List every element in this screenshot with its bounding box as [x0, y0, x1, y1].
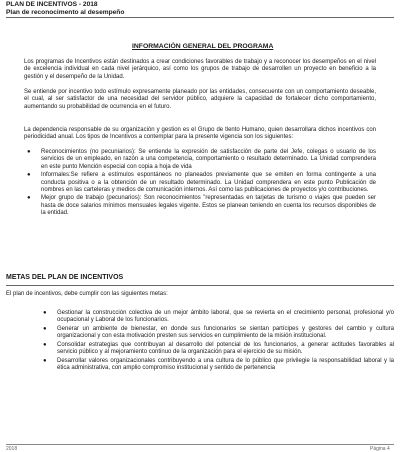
bullet-icon: ●	[43, 325, 47, 332]
list-item-text: Consolidar estrategias que contribuyan al desarrollo del potencial de los funcionarios, a generar actitudes favorables al servicio público y al mejoramiento continuo de la organización para el ejercicio de su misión.	[57, 341, 394, 356]
footer-page-number: Página 4	[370, 446, 390, 452]
metas-heading: METAS DEL PLAN DE INCENTIVOS	[6, 274, 124, 281]
bullet-icon: ●	[27, 149, 31, 155]
footer-divider	[6, 444, 394, 445]
list-item	[24, 195, 376, 217]
metas-intro: El plan de incentivos, debe cumplir con las siguientes metas:	[6, 291, 168, 297]
list-item-text: Generar un ambiente de bienestar, en donde sus funcionarios se sientan partícipes y gestores del cambio y cultura organizacional y con esta motivación presten sus servicios en cumplimiento de la misión institucional.	[57, 325, 394, 340]
document-header	[6, 1, 124, 16]
header-subtitle: Plan de reconocimento al desempeño	[6, 8, 125, 16]
list-item	[40, 326, 394, 341]
list-item	[40, 342, 394, 357]
incentive-types-list	[24, 149, 376, 217]
list-item-text: Reconocimientos (no pecuniarios): Se entiende la expresión de satisfacción de parte del Jefe, colegas o usuario de los servicios de un empleado, en razón a una competencia, comportamiento o resultado determinado. La Unidad comprendera en este punto Mención especial con copia a hoja de vida	[41, 149, 376, 170]
section-title: INFORMACIÓN GENERAL DEL PROGRAMA	[132, 43, 274, 50]
metas-list	[40, 310, 394, 374]
list-item	[24, 149, 376, 171]
bullet-icon: ●	[43, 310, 47, 316]
list-item-text: Informales:Se refiere a estímulos espontáneos no planeados previamente que se emiten en forma contingente a una conducta positiva o a la obtención de un resultado determinado. La Unidad comprendera en este punto Publicación de nombres en las carteleras y medios de comunicación internos. Así como las publicaciones de proyectos y/o contribuciones.	[41, 172, 376, 193]
list-item-text: Gestionar la construcción colectiva de un mejor ámbito laboral, que se revierta en el crecimiento personal, profesional y/o ocupacional y Laboral de los funcionarios.	[57, 310, 394, 324]
list-item-text: Desarrollar valores organizacionales contribuyendo a una cultura de lo público que privilegie la responsabilidad laboral y la ética administrativa, con amplio compromiso institucional y sentido de pertenencia	[57, 357, 394, 371]
list-item	[24, 172, 376, 194]
bullet-icon: ●	[27, 172, 31, 179]
metas-divider	[6, 285, 394, 286]
header-title: PLAN DE INCENTIVOS - 2018	[6, 1, 98, 8]
list-item	[40, 358, 394, 373]
paragraph-incentive-definition: Se entiende por incentivo todo estímulo expresamente planeado por las entidades, consecuente con un comportamiento deseable, el cual, al ser satisfactor de una necesidad del servidor público, adquiere la capacidad de fortalecer dicho comportamiento, aumentando su probabilidad de ocurrencia en el futuro.	[24, 89, 376, 110]
bullet-icon: ●	[27, 195, 31, 202]
header-divider	[6, 17, 394, 18]
footer-year: 2018	[6, 446, 18, 452]
list-item	[40, 310, 394, 325]
bullet-icon: ●	[43, 341, 47, 348]
list-item-text: Mejor grupo de trabajo (pecunarios): Son reconocimientos "representadas en tarjetas de turismo o viajes que pueden ser hasta de doce salarios mínimos mensuales legales vigente. Estos se planean teniendo en cuenta los recursos disponibles de la entidad.	[41, 195, 376, 216]
paragraph-intro: Los programas de Incentivos están destinados a crear condiciones favorables de trabajo y a reconocer los desempeños en el nivel de excelencia individual en cada nivel jerárquico, así como los grupos de trabajo de desarrollen un proyecto en beneficio a la gestión y el desempeño de la Unidad.	[24, 59, 376, 80]
bullet-icon: ●	[43, 357, 47, 364]
paragraph-responsible: La dependencia responsable de su organización y gestion es el Grupo de tlento Humano, quien desarrollara dichos incentivos con periodicidad anual. Los tipos de Incentivos a contemplar para la presente vigencia son los siguientes:	[24, 127, 376, 141]
